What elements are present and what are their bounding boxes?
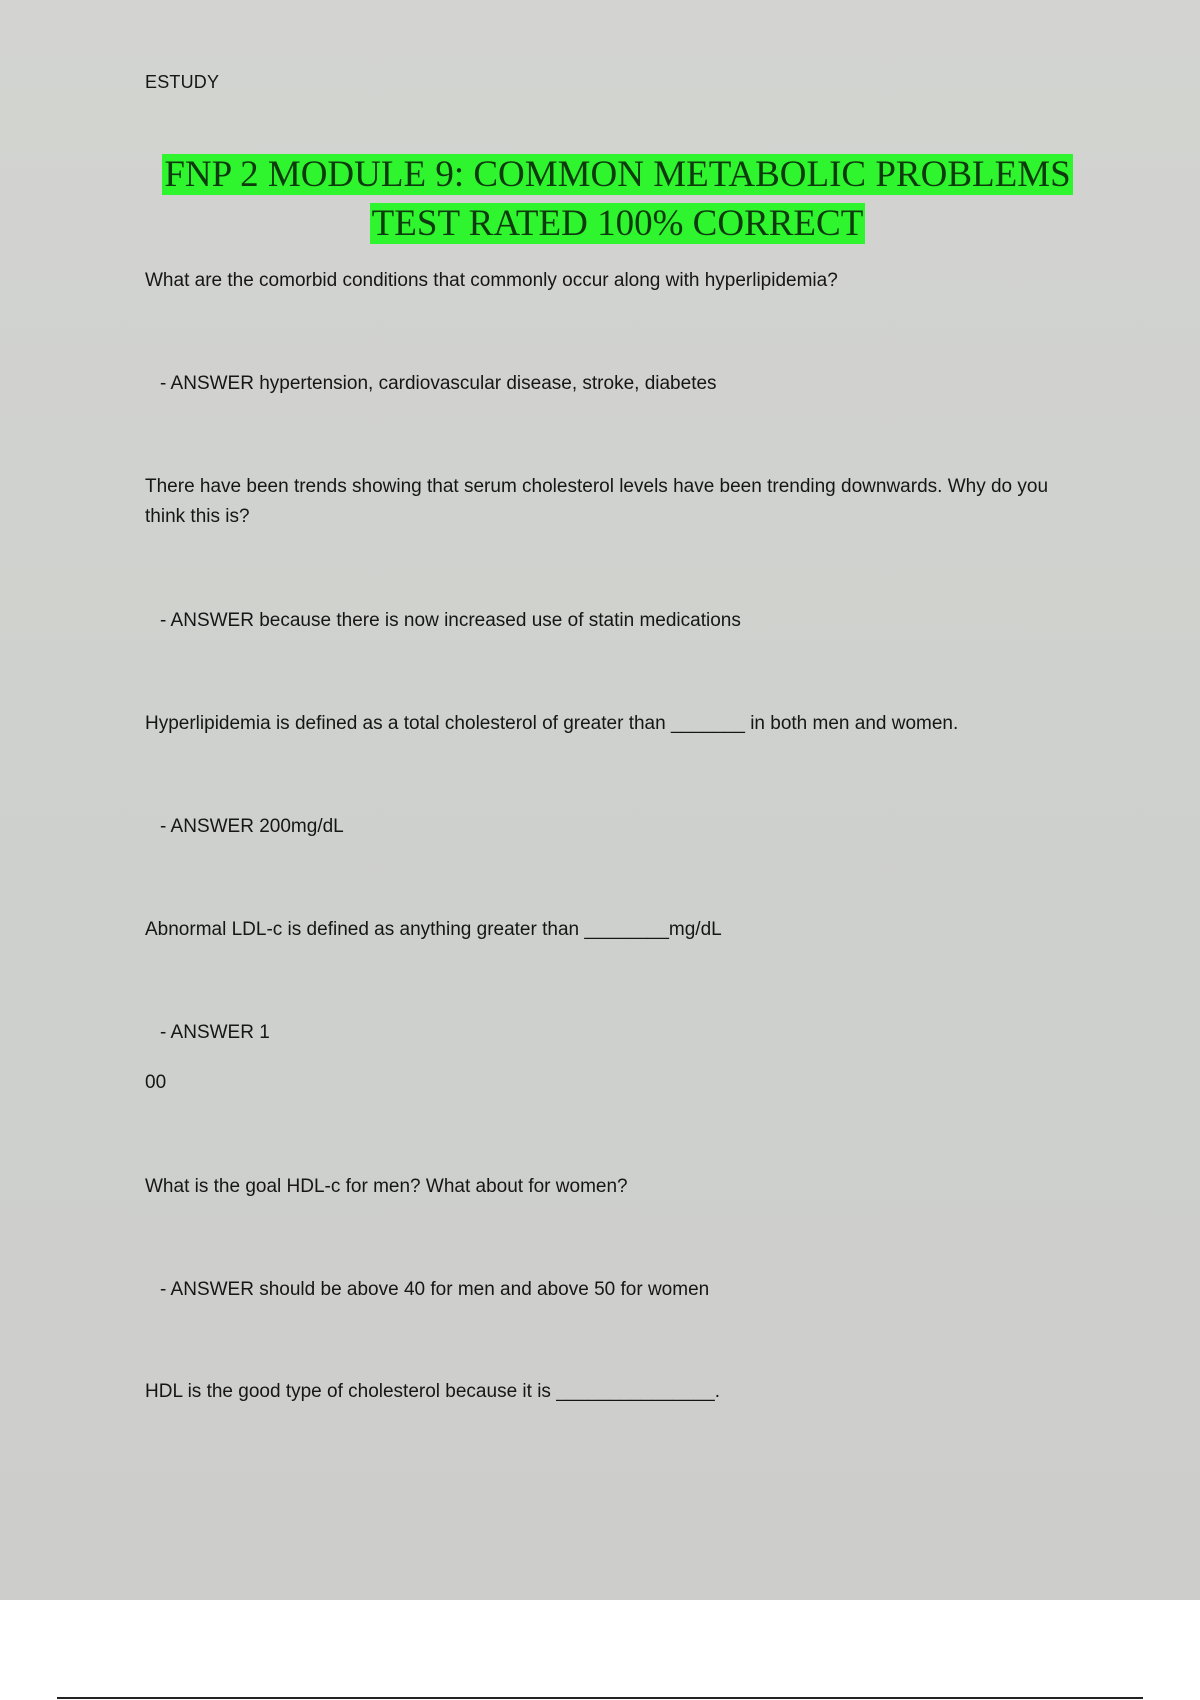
question-1: What are the comorbid conditions that commonly occur along with hyperlipidemia? <box>145 270 838 291</box>
footer-divider <box>57 1697 1143 1699</box>
document-title <box>0 150 1200 248</box>
document-title-line-2: TEST RATED 100% CORRECT <box>371 203 864 244</box>
document-header-label: ESTUDY <box>145 72 220 92</box>
document-title-line-1: FNP 2 MODULE 9: COMMON METABOLIC PROBLEMS <box>164 154 1071 195</box>
answer-2: - ANSWER because there is now increased use of statin medications <box>160 610 741 631</box>
answer-1: - ANSWER hypertension, cardiovascular disease, stroke, diabetes <box>160 373 717 394</box>
question-6: HDL is the good type of cholesterol because it is _______________. <box>145 1381 720 1402</box>
question-4: Abnormal LDL-c is defined as anything greater than ________mg/dL <box>145 919 722 940</box>
answer-3: - ANSWER 200mg/dL <box>160 816 344 837</box>
question-5: What is the goal HDL-c for men? What about for women? <box>145 1176 628 1197</box>
question-3: Hyperlipidemia is defined as a total cholesterol of greater than _______ in both men and women. <box>145 713 959 734</box>
answer-4-continued: 00 <box>145 1072 167 1093</box>
answer-5: - ANSWER should be above 40 for men and above 50 for women <box>160 1279 710 1300</box>
answer-4: - ANSWER 1 <box>160 1022 270 1043</box>
question-2: There have been trends showing that serum cholesterol levels have been trending downwards. Why do you think this is? <box>145 476 1049 527</box>
